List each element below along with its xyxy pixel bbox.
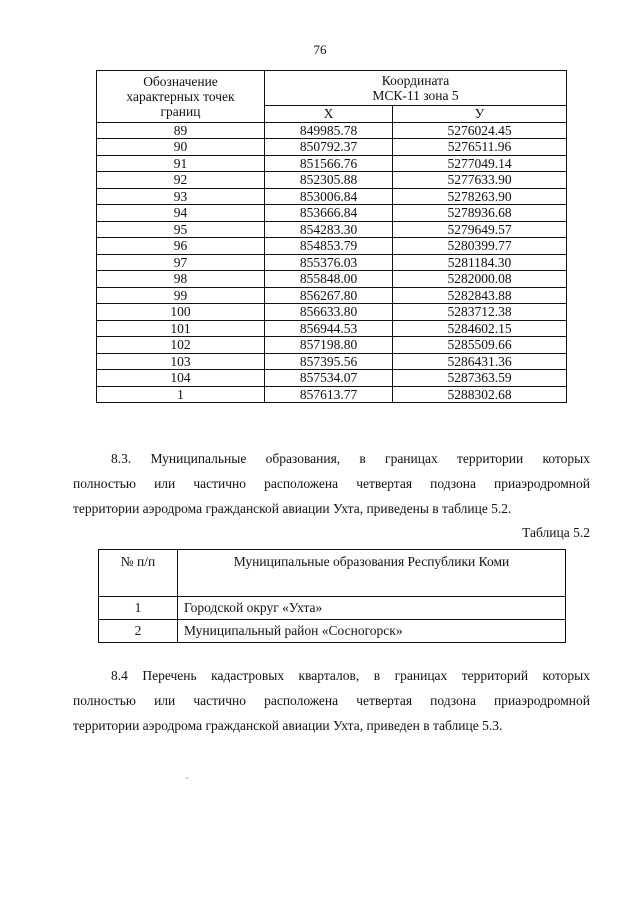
point-id: 103 xyxy=(97,353,265,370)
y-coordinate: 5282000.08 xyxy=(393,271,567,288)
coordinate-group-header: Координата МСК-11 зона 5 xyxy=(265,71,567,106)
y-coordinate: 5278263.90 xyxy=(393,188,567,205)
y-coordinate: 5288302.68 xyxy=(393,386,567,403)
table-row xyxy=(97,238,567,255)
table-row xyxy=(99,620,566,643)
table-row xyxy=(97,172,567,189)
x-coordinate: 850792.37 xyxy=(265,139,393,156)
y-coordinate: 5280399.77 xyxy=(393,238,567,255)
table-row xyxy=(97,271,567,288)
y-coordinate: 5287363.59 xyxy=(393,370,567,387)
y-coordinate: 5285509.66 xyxy=(393,337,567,354)
paragraph-8-3: 8.3. Муниципальные образования, в границах территории которых полностью или частично расположена четвертая подзона приаэродромной территории аэродрома гражданской авиации Ухта, приведены в таблице 5.2. xyxy=(73,451,590,516)
table-row xyxy=(97,337,567,354)
coordinates-table xyxy=(96,70,567,403)
y-coordinate: 5282843.88 xyxy=(393,287,567,304)
x-coordinate: 851566.76 xyxy=(265,155,393,172)
point-column-header: Обозначение характерных точек границ xyxy=(97,71,265,123)
point-id: 98 xyxy=(97,271,265,288)
x-coordinate: 853006.84 xyxy=(265,188,393,205)
table-row xyxy=(97,188,567,205)
point-id: 104 xyxy=(97,370,265,387)
x-coordinate: 857613.77 xyxy=(265,386,393,403)
x-coordinate: 853666.84 xyxy=(265,205,393,222)
table-row xyxy=(97,139,567,156)
y-coordinate: 5284602.15 xyxy=(393,320,567,337)
table-row xyxy=(97,122,567,139)
x-coordinate: 857534.07 xyxy=(265,370,393,387)
x-coordinate: 855848.00 xyxy=(265,271,393,288)
table-row xyxy=(97,386,567,403)
municipality-name: Городской округ «Ухта» xyxy=(178,597,566,620)
point-id: 1 xyxy=(97,386,265,403)
name-column-header: Муниципальные образования Республики Коми xyxy=(178,550,566,597)
table-row xyxy=(97,254,567,271)
row-number: 1 xyxy=(99,597,178,620)
page-number: 76 xyxy=(313,42,327,57)
y-coordinate: 5278936.68 xyxy=(393,205,567,222)
y-coordinate: 5277633.90 xyxy=(393,172,567,189)
y-coordinate: 5286431.36 xyxy=(393,353,567,370)
point-id: 95 xyxy=(97,221,265,238)
y-column-header: У xyxy=(393,106,567,123)
y-coordinate: 5277049.14 xyxy=(393,155,567,172)
table-row xyxy=(97,287,567,304)
y-coordinate: 5281184.30 xyxy=(393,254,567,271)
y-coordinate: 5283712.38 xyxy=(393,304,567,321)
table-caption: Таблица 5.2 xyxy=(522,525,590,540)
point-id: 93 xyxy=(97,188,265,205)
table-row xyxy=(97,370,567,387)
x-coordinate: 856267.80 xyxy=(265,287,393,304)
x-coordinate: 856944.53 xyxy=(265,320,393,337)
municipalities-table xyxy=(98,549,566,643)
point-id: 96 xyxy=(97,238,265,255)
row-number: 2 xyxy=(99,620,178,643)
table-row xyxy=(97,155,567,172)
x-coordinate: 854853.79 xyxy=(265,238,393,255)
number-column-header: № п/п xyxy=(99,550,178,597)
x-coordinate: 849985.78 xyxy=(265,122,393,139)
point-id: 100 xyxy=(97,304,265,321)
coordinates-table-body xyxy=(97,122,567,403)
point-id: 102 xyxy=(97,337,265,354)
x-coordinate: 856633.80 xyxy=(265,304,393,321)
point-id: 91 xyxy=(97,155,265,172)
y-coordinate: 5276511.96 xyxy=(393,139,567,156)
point-id: 92 xyxy=(97,172,265,189)
table-row xyxy=(97,304,567,321)
paragraph-8-4: 8.4 Перечень кадастровых кварталов, в границах территорий которых полностью или частично расположена четвертая подзона приаэродромной территории аэродрома гражданской авиации Ухта, приведен в таблице 5.3. xyxy=(73,668,590,733)
x-coordinate: 855376.03 xyxy=(265,254,393,271)
x-coordinate: 857395.56 xyxy=(265,353,393,370)
municipality-name: Муниципальный район «Сосногорск» xyxy=(178,620,566,643)
x-coordinate: 854283.30 xyxy=(265,221,393,238)
table-row xyxy=(99,597,566,620)
x-coordinate: 852305.88 xyxy=(265,172,393,189)
point-id: 94 xyxy=(97,205,265,222)
scan-speck xyxy=(186,777,188,779)
y-coordinate: 5276024.45 xyxy=(393,122,567,139)
point-id: 89 xyxy=(97,122,265,139)
point-id: 99 xyxy=(97,287,265,304)
table-row xyxy=(97,320,567,337)
table-row xyxy=(97,221,567,238)
point-id: 97 xyxy=(97,254,265,271)
table-row xyxy=(97,353,567,370)
point-id: 90 xyxy=(97,139,265,156)
x-coordinate: 857198.80 xyxy=(265,337,393,354)
x-column-header: Х xyxy=(265,106,393,123)
y-coordinate: 5279649.57 xyxy=(393,221,567,238)
table-row xyxy=(97,205,567,222)
point-id: 101 xyxy=(97,320,265,337)
